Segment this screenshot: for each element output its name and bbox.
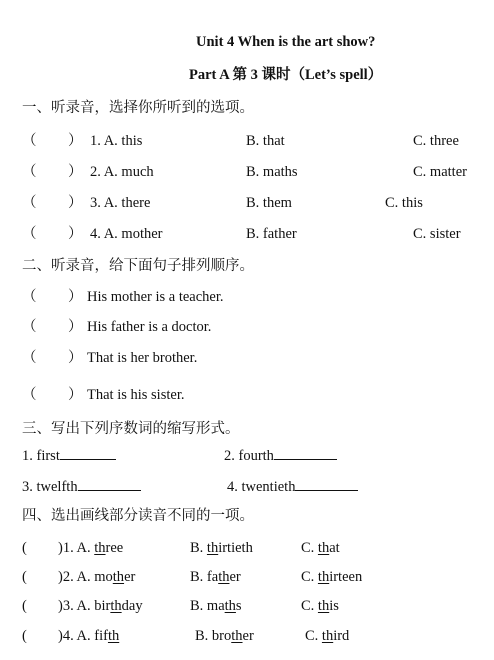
word-suffix: irtieth (218, 540, 253, 556)
open-paren: （ (22, 164, 37, 180)
underlined-letters: th (321, 628, 334, 644)
option-c (301, 539, 340, 557)
open-paren: ( (22, 628, 27, 644)
word-prefix: C. (301, 540, 318, 556)
ordinal-word: 2. fourth (224, 448, 274, 464)
open-paren: ( (22, 540, 27, 556)
close-paren: ） (68, 164, 83, 180)
close-paren: ） (68, 387, 83, 403)
option-c (305, 627, 349, 645)
underlined-letters: th (94, 540, 106, 556)
option-a: 4. A. mother (90, 226, 163, 242)
option-a (58, 597, 143, 615)
section-4-heading: 四、选出画线部分读音不同的一项。 (22, 508, 254, 524)
option-b (190, 597, 242, 615)
subtitle-lesson: 第 3 课时（Let’s spell） (232, 67, 383, 83)
word-prefix: B. bro (195, 628, 232, 644)
ordinal-item (227, 477, 358, 496)
underlined-letters: th (224, 598, 236, 614)
word-suffix: ree (105, 540, 124, 556)
word-suffix: er (229, 569, 241, 585)
word-suffix: s (235, 598, 242, 614)
underlined-letters: th (317, 540, 330, 556)
ordinal-word: 4. twentieth (227, 479, 296, 495)
open-paren: （ (22, 195, 37, 211)
close-paren: ） (68, 350, 83, 366)
option-a: 2. A. much (90, 164, 154, 180)
close-paren: ） (68, 195, 83, 211)
answer-blank[interactable] (274, 446, 337, 460)
underlined-letters: th (112, 569, 125, 585)
option-c: C. matter (413, 164, 467, 180)
word-suffix: er (242, 628, 254, 644)
option-a (58, 627, 119, 645)
word-suffix: at (329, 540, 340, 556)
underlined-letters: th (110, 598, 122, 614)
ordinal-word: 3. twelfth (22, 479, 78, 495)
option-c: C. this (385, 195, 423, 211)
option-a: 3. A. there (90, 195, 151, 211)
close-paren: ） (68, 289, 83, 305)
item-number: )2. A. (58, 569, 95, 585)
page-subtitle (189, 66, 382, 84)
underlined-letters: th (317, 569, 330, 585)
option-b: B. father (246, 226, 297, 242)
option-b (190, 539, 253, 557)
answer-blank[interactable] (78, 477, 141, 491)
word-prefix: mo (94, 569, 113, 585)
page-title: Unit 4 When is the art show? (196, 34, 376, 50)
open-paren: ( (22, 598, 27, 614)
section-1-heading: 一、听录音，选择你所听到的选项。 (22, 100, 254, 116)
option-b: B. maths (246, 164, 298, 180)
option-a: 1. A. this (90, 133, 143, 149)
option-c (301, 597, 339, 615)
close-paren: ） (68, 226, 83, 242)
ordinal-word: 1. first (22, 448, 60, 464)
option-b (195, 627, 254, 645)
word-prefix: B. fa (190, 569, 219, 585)
open-paren: （ (22, 133, 37, 149)
option-b: B. them (246, 195, 292, 211)
word-suffix: irteen (329, 569, 363, 585)
open-paren: ( (22, 569, 27, 585)
sentence-text: His mother is a teacher. (87, 289, 224, 305)
word-prefix: B. ma (190, 598, 225, 614)
option-b: B. that (246, 133, 285, 149)
underlined-letters: th (231, 628, 243, 644)
word-prefix: C. (305, 628, 322, 644)
word-prefix: B. (190, 540, 207, 556)
word-prefix: bir (94, 598, 111, 614)
open-paren: （ (22, 226, 37, 242)
underlined-letters: th (206, 540, 219, 556)
open-paren: （ (22, 350, 37, 366)
sentence-text: That is his sister. (87, 387, 185, 403)
subtitle-part: Part A (189, 67, 229, 83)
option-c: C. three (413, 133, 459, 149)
word-prefix: C. (301, 569, 318, 585)
option-c (301, 568, 362, 586)
item-number: )4. A. (58, 628, 95, 644)
item-number: )1. A. (58, 540, 95, 556)
open-paren: （ (22, 387, 37, 403)
open-paren: （ (22, 289, 37, 305)
ordinal-item (22, 477, 141, 496)
section-2-heading: 二、听录音，给下面句子排列顺序。 (22, 258, 254, 274)
word-suffix: er (124, 569, 136, 585)
underlined-letters: th (218, 569, 230, 585)
underlined-letters: th (317, 598, 330, 614)
section-3-heading: 三、写出下列序数词的缩写形式。 (22, 421, 240, 437)
word-prefix: fif (94, 628, 108, 644)
option-c: C. sister (413, 226, 461, 242)
open-paren: （ (22, 319, 37, 335)
word-suffix: ird (333, 628, 350, 644)
close-paren: ） (68, 319, 83, 335)
sentence-text: That is her brother. (87, 350, 198, 366)
option-b (190, 568, 241, 586)
underlined-letters: th (107, 628, 120, 644)
sentence-text: His father is a doctor. (87, 319, 212, 335)
close-paren: ） (68, 133, 83, 149)
word-suffix: day (121, 598, 143, 614)
ordinal-item (224, 446, 337, 465)
ordinal-item (22, 446, 116, 465)
answer-blank[interactable] (295, 477, 358, 491)
option-a (58, 539, 123, 557)
item-number: )3. A. (58, 598, 95, 614)
word-suffix: is (329, 598, 339, 614)
option-a (58, 568, 135, 586)
word-prefix: C. (301, 598, 318, 614)
answer-blank[interactable] (60, 446, 116, 460)
